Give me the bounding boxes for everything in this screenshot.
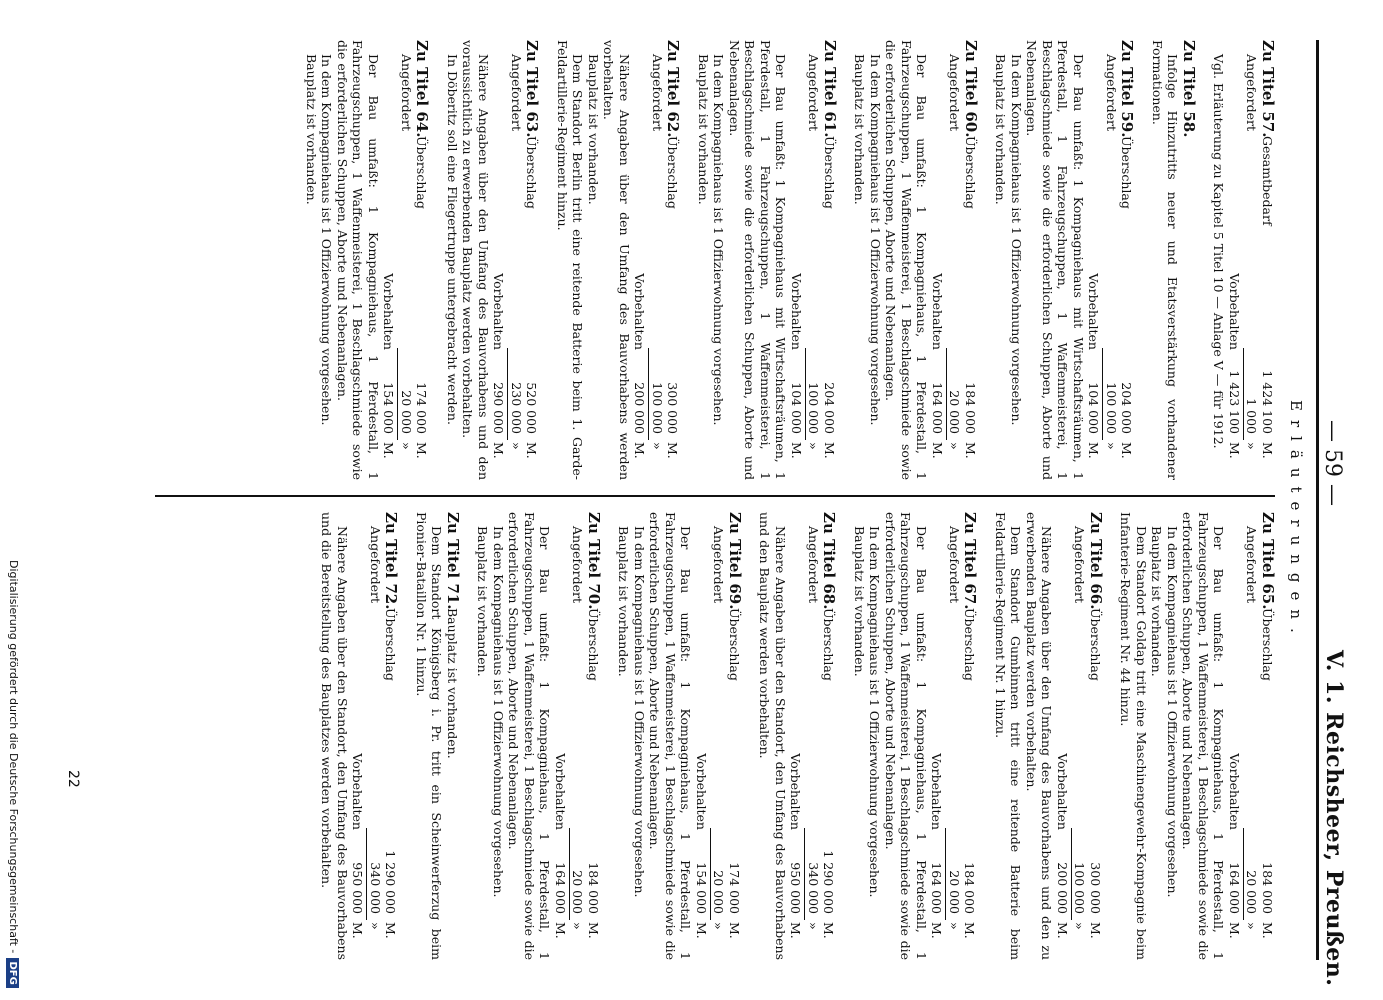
sum-rule: [804, 512, 806, 960]
explanation-paragraph: In Döberitz soll eine Fliegertruppe untergebracht werden.: [445, 54, 460, 425]
explanation-paragraph: Vgl. Erläuterung zu Kapitel 5 Titel 10 — Anlage V — für 1912.: [1211, 54, 1227, 449]
amount-unit: »: [1244, 442, 1260, 450]
amount-label: Überschlag: [727, 608, 742, 681]
sum-rule: [945, 40, 947, 480]
explanation-paragraph: Nähere Angaben über den Umfang des Bauvorhabens und den zu erwerbenden Bauplatz werden vorbehalten.: [1024, 512, 1055, 960]
amount-unit: M.: [491, 442, 507, 459]
amount-unit: M.: [727, 922, 742, 939]
page-number: — 59 —: [1320, 420, 1345, 506]
amount-value: 20 000: [947, 390, 963, 434]
amount-unit: »: [650, 442, 665, 450]
explanation-paragraph: Dem Standort Königsberg i. Pr. tritt ein Scheinwerferzug beim Pionier-Bataillon Nr. 1 hinzu.: [414, 512, 445, 960]
amount-unit: M.: [414, 442, 430, 459]
amount-unit: »: [368, 922, 383, 930]
amount-label: Angefordert: [368, 526, 383, 604]
amount-value: 154 000: [694, 862, 709, 914]
amount-value: 20 000: [1244, 870, 1260, 914]
entry-title: Zu Titel 57.: [1259, 40, 1277, 138]
amount-unit: M.: [383, 922, 399, 939]
amount-label: Angefordert: [1244, 526, 1260, 604]
entry-title: Zu Titel 66.: [1087, 512, 1105, 610]
amount-label: Vorbehalten: [930, 273, 945, 350]
amount-value: 100 000: [806, 382, 822, 434]
amount-label: Vorbehalten: [491, 273, 507, 350]
amount-label: Überschlag: [1119, 136, 1135, 209]
amount-value: 104 000: [1086, 382, 1102, 434]
amount-label: Vorbehalten: [929, 753, 945, 830]
amount-unit: »: [806, 922, 821, 930]
amount-unit: M.: [962, 922, 978, 939]
entry-title: Zu Titel 62.: [664, 40, 683, 138]
amount-label: Angefordert: [806, 54, 822, 132]
entry-title: Zu Titel 69.: [726, 512, 744, 610]
amount-label: Angefordert: [650, 54, 665, 132]
title-entry: [304, 40, 430, 480]
explanation-paragraph: Der Bau umfaßt: 1 Kompagniehaus mit Wirtschaftsräumen, 1 Pferdestall, 1 Fahrzeugschuppen, 1 Waffenmeisterei, 1 Beschlagschmiede sowie die erforderlichen Schuppen, Aborte und Nebenanlagen.: [727, 40, 789, 480]
amount-value: 520 000: [524, 382, 540, 434]
title-entry: [319, 512, 399, 960]
explanation-paragraph: Der Bau umfaßt: 1 Kompagniehaus, 1 Pferdestall, 1 Fahrzeugschuppen, 1 Waffenmeisterei, 1 Beschlagschmiede sowie die erforderlichen Schuppen, Aborte und Nebenanlagen.: [647, 512, 694, 960]
explanation-paragraph: In dem Kompagniehaus ist 1 Offizierwohnung vorgesehen.: [867, 526, 883, 898]
title-entry: [757, 512, 837, 960]
title-entry: [993, 40, 1135, 480]
amount-label: Vorbehalten: [1055, 753, 1070, 830]
explanation-paragraph: Der Bau umfaßt: 1 Kompagniehaus, 1 Pferdestall, 1 Fahrzeugschuppen, 1 Waffenmeisterei, 1 Beschlagschmiede sowie die erforderlichen Schuppen, Aborte und Nebenanlagen.: [335, 40, 381, 480]
amount-unit: M.: [381, 442, 397, 459]
amount-label: Überschlag: [665, 136, 681, 209]
explanation-paragraph: Nähere Angaben über den Umfang des Bauvorhabens werden vorbehalten.: [601, 40, 632, 480]
amount-unit: M.: [524, 442, 540, 459]
amount-label: Gesamtbedarf: [1260, 136, 1275, 226]
amount-value: 290 000: [491, 382, 507, 434]
amount-unit: M.: [788, 922, 804, 939]
amount-unit: »: [947, 442, 963, 450]
amount-unit: M.: [1055, 922, 1070, 939]
explanation-paragraph: Bauplatz ist vorhanden.: [475, 526, 491, 677]
sum-rule: [945, 512, 947, 960]
title-entry: [1150, 40, 1197, 480]
sum-rule: [804, 40, 806, 480]
explanation-paragraph: Infolge Hinzutritts neuer und Etatsverstärkung vorhandener Formationen.: [1150, 40, 1181, 480]
sum-rule: [366, 512, 368, 960]
amount-value: 1 290 000: [821, 850, 837, 914]
explanation-paragraph: Dem Standort Berlin tritt eine reitende Batterie beim 1. Garde-Feldartillerie-Regiment hinzu.: [555, 40, 586, 480]
amount-unit: M.: [930, 442, 945, 459]
amount-unit: »: [947, 922, 962, 930]
amount-value: 184 000: [1260, 862, 1275, 914]
amount-value: 20 000: [947, 870, 962, 914]
amount-unit: »: [399, 442, 414, 450]
amount-unit: M.: [553, 922, 568, 939]
title-entry: [475, 512, 601, 960]
amount-value: 230 000: [509, 382, 524, 434]
title-entry: [445, 40, 540, 480]
amount-value: 20 000: [399, 390, 414, 434]
amount-unit: M.: [350, 922, 366, 939]
explanation-paragraph: Der Bau umfaßt: 1 Kompagniehaus, 1 Pferdestall, 1 Fahrzeugschuppen, 1 Waffenmeisterei, 1 Beschlagschmiede sowie die erforderlichen Schuppen, Aborte und Nebenanlagen.: [883, 512, 929, 960]
amount-label: Angefordert: [806, 526, 821, 604]
page-title: V. 1. Reichsheer, Preußen.: [1321, 650, 1347, 987]
explanation-paragraph: Bauplatz ist vorhanden.: [696, 54, 711, 205]
title-entry: [696, 40, 838, 480]
sum-rule: [648, 40, 650, 480]
amount-unit: M.: [586, 922, 601, 939]
amount-value: 20 000: [711, 870, 727, 914]
amount-label: Vorbehalten: [1227, 753, 1242, 830]
amount-value: 950 000: [350, 862, 366, 914]
amount-unit: M.: [1119, 442, 1135, 459]
explanation-paragraph: In dem Kompagniehaus ist 1 Offizierwohnung vorgesehen.: [711, 54, 727, 426]
entry-title: Zu Titel 59.: [1118, 40, 1137, 138]
amount-label: Vorbehalten: [350, 753, 366, 830]
amount-value: 184 000: [963, 382, 978, 434]
explanation-paragraph: Nähere Angaben über den Standort, den Umfang des Bauvorhabens und die Bereitstellung des Bauplatzes werden vorbehalten.: [319, 512, 350, 960]
amount-label: Überschlag: [383, 608, 399, 681]
entry-title: Zu Titel 64.: [413, 40, 432, 138]
explanation-paragraph: Der Bau umfaßt: 1 Kompagniehaus, 1 Pferdestall, 1 Fahrzeugschuppen, 1 Waffenmeisterei, 1 Beschlagschmiede sowie die erforderlichen Schuppen, Aborte und Nebenanlagen.: [506, 512, 553, 960]
title-entry: [414, 512, 461, 960]
amount-value: 154 000: [381, 382, 397, 434]
amount-label: Angefordert: [1104, 54, 1119, 132]
section-heading: Erläuterungen.: [1287, 400, 1305, 642]
scan-page-number: 22: [65, 770, 81, 788]
amount-label: Vorbehalten: [381, 273, 397, 350]
amount-label: Angefordert: [1244, 54, 1260, 132]
amount-value: 204 000: [1119, 382, 1135, 434]
entry-title: Zu Titel 58.: [1180, 40, 1198, 138]
explanation-paragraph: In dem Kompagniehaus ist 1 Offizierwohnung vorgesehen.: [1009, 54, 1024, 426]
amount-label: Vorbehalten: [1227, 273, 1242, 350]
amount-label: Vorbehalten: [632, 273, 648, 350]
entry-title: Zu Titel 61.: [821, 40, 839, 138]
entry-title: Zu Titel 63.: [523, 40, 542, 138]
explanation-paragraph: Der Bau umfaßt: 1 Kompagniehaus, 1 Pferdestall, 1 Fahrzeugschuppen, 1 Waffenmeisterei, 1 Beschlagschmiede sowie die erforderlichen Schuppen, Aborte und Nebenanlagen.: [1180, 512, 1227, 960]
entry-title: Zu Titel 60.: [962, 40, 980, 138]
amount-value: 20 000: [570, 870, 586, 914]
amount-unit: M.: [694, 922, 709, 939]
entry-title: Zu Titel 67.: [961, 512, 980, 610]
title-entry: [1118, 512, 1275, 960]
amount-label: Vorbehalten: [788, 753, 804, 830]
explanation-paragraph: Bauplatz ist vorhanden.: [616, 526, 632, 677]
title-entry: [993, 512, 1104, 960]
entry-title: Zu Titel 72.: [382, 512, 401, 610]
sum-rule: [507, 40, 509, 480]
amount-unit: »: [1104, 442, 1119, 450]
amount-label: Überschlag: [414, 136, 430, 209]
amount-value: 174 000: [727, 862, 742, 914]
amount-label: Überschlag: [963, 136, 978, 209]
title-entry: [555, 40, 681, 480]
amount-label: Überschlag: [1260, 608, 1275, 681]
amount-value: 340 000: [368, 862, 383, 914]
amount-unit: M.: [821, 922, 837, 939]
amount-value: 204 000: [822, 382, 837, 434]
amount-unit: M.: [1260, 442, 1275, 459]
explanation-paragraph: Bauplatz ist vorhanden.: [304, 54, 319, 205]
amount-label: Überschlag: [1088, 608, 1103, 681]
sum-rule: [1242, 512, 1244, 960]
explanation-paragraph: Bauplatz ist vorhanden.: [852, 54, 868, 205]
amount-value: 300 000: [1088, 862, 1103, 914]
amount-label: Angefordert: [570, 526, 586, 604]
explanation-paragraph: In dem Kompagniehaus ist 1 Offizierwohnung vorgesehen.: [868, 54, 883, 426]
amount-unit: M.: [1088, 922, 1103, 939]
amount-value: 164 000: [553, 862, 568, 914]
amount-value: 300 000: [665, 382, 681, 434]
amount-value: 100 000: [650, 382, 665, 434]
amount-label: Angefordert: [711, 526, 727, 604]
amount-unit: M.: [1086, 442, 1102, 459]
amount-unit: M.: [929, 922, 945, 939]
explanation-paragraph: Bauplatz ist vorhanden.: [852, 526, 867, 677]
amount-unit: M.: [665, 442, 681, 459]
amount-label: Vorbehalten: [694, 753, 709, 830]
amount-label: Angefordert: [947, 54, 963, 132]
amount-label: Überschlag: [821, 608, 837, 681]
explanation-paragraph: Dem Standort Goldap tritt eine Maschinengewehr-Kompagnie beim Infanterie-Regiment Nr. 44 hinzu.: [1118, 512, 1149, 960]
amount-unit: »: [570, 922, 586, 930]
amount-label: Überschlag: [586, 608, 601, 681]
explanation-paragraph: Der Bau umfaßt: 1 Kompagniehaus mit Wirtschaftsräumen, 1 Pferdestall, 1 Fahrzeugschuppen, 1 Waffenmeisterei, 1 Beschlagschmiede sowie die erforderlichen Schuppen, Aborte und Nebenanlagen.: [1024, 40, 1086, 480]
sum-rule: [709, 512, 711, 960]
amount-label: Überschlag: [822, 136, 837, 209]
amount-value: 164 000: [929, 862, 945, 914]
amount-unit: »: [1072, 922, 1088, 930]
explanation-paragraph: Bauplatz ist vorhanden.: [1149, 526, 1165, 677]
amount-unit: M.: [1227, 442, 1242, 459]
amount-label: Angefordert: [509, 54, 524, 132]
amount-unit: M.: [963, 442, 978, 459]
explanation-paragraph: Bauplatz ist vorhanden.: [993, 54, 1009, 205]
explanation-paragraph: In dem Kompagniehaus ist 1 Offizierwohnung vorgesehen.: [491, 526, 506, 898]
left-column: [289, 40, 1276, 480]
amount-label: Überschlag: [524, 136, 540, 209]
entry-title: Zu Titel 65.: [1259, 512, 1277, 610]
amount-value: 200 000: [1055, 862, 1070, 914]
entry-title-note: Bauplatz ist vorhanden.: [445, 608, 460, 759]
sum-rule: [1102, 40, 1104, 480]
entry-title: Zu Titel 71.: [444, 512, 462, 610]
sum-rule: [1242, 40, 1244, 480]
amount-unit: M.: [1227, 922, 1242, 939]
amount-unit: »: [711, 922, 727, 930]
amount-unit: M.: [789, 442, 804, 459]
title-entry: [616, 512, 742, 960]
amount-value: 164 000: [1227, 862, 1242, 914]
entry-title: Zu Titel 70.: [585, 512, 603, 610]
amount-unit: »: [806, 442, 822, 450]
explanation-paragraph: Dem Standort Gumbinnen tritt eine reitende Batterie beim Feldartillerie-Regiment Nr. 1 hinzu.: [993, 512, 1024, 960]
sum-rule: [1070, 512, 1072, 960]
header-rule: [1316, 40, 1319, 960]
amount-unit: M.: [1260, 922, 1275, 939]
amount-value: 1 000: [1244, 398, 1260, 434]
explanation-paragraph: Nähere Angaben über den Umfang des Bauvorhabens und den voraussichtlich zu erwerbenden Bauplatz werden vorbehalten.: [460, 40, 491, 480]
explanation-paragraph: Bauplatz ist vorhanden.: [586, 54, 601, 205]
dfg-logo: DFG: [6, 958, 19, 987]
amount-value: 950 000: [788, 862, 804, 914]
amount-value: 340 000: [806, 862, 821, 914]
footer-credit-row: [6, 560, 25, 988]
explanation-paragraph: In dem Kompagniehaus ist 1 Offizierwohnung vorgesehen.: [319, 54, 335, 426]
amount-label: Angefordert: [947, 526, 962, 604]
title-entry: [1211, 40, 1275, 480]
amount-value: 184 000: [586, 862, 601, 914]
amount-unit: M.: [632, 442, 648, 459]
amount-value: 174 000: [414, 382, 430, 434]
explanation-paragraph: Der Bau umfaßt: 1 Kompagniehaus, 1 Pferdestall, 1 Fahrzeugschuppen, 1 Waffenmeisterei, 1 Beschlagschmiede sowie die erforderlichen Schuppen, Aborte und Nebenanlagen.: [883, 40, 930, 480]
amount-label: Angefordert: [399, 54, 414, 132]
amount-value: 200 000: [632, 382, 648, 434]
title-entry: [852, 40, 978, 480]
explanation-paragraph: In dem Kompagniehaus ist 1 Offizierwohnung vorgesehen.: [1165, 526, 1180, 898]
title-entry: [852, 512, 978, 960]
digitization-credit: Digitalisierung gefördert durch die Deutsche Forschungsgemeinschaft -: [7, 560, 20, 954]
amount-unit: »: [509, 442, 524, 450]
amount-label: Angefordert: [1072, 526, 1088, 604]
amount-label: Vorbehalten: [553, 753, 568, 830]
amount-value: 104 000: [789, 382, 804, 434]
sum-rule: [397, 40, 399, 480]
entry-title: Zu Titel 68.: [820, 512, 839, 610]
amount-value: 100 000: [1104, 382, 1119, 434]
right-column: [304, 512, 1275, 960]
sum-rule: [568, 512, 570, 960]
amount-value: 1 424 100: [1260, 370, 1275, 434]
amount-label: Vorbehalten: [1086, 273, 1102, 350]
amount-unit: »: [1244, 922, 1260, 930]
column-divider: [155, 495, 1275, 497]
amount-unit: M.: [822, 442, 837, 459]
explanation-paragraph: In dem Kompagniehaus ist 1 Offizierwohnung vorgesehen.: [632, 526, 647, 898]
amount-value: 184 000: [962, 862, 978, 914]
amount-value: 164 000: [930, 382, 945, 434]
amount-label: Vorbehalten: [789, 273, 804, 350]
amount-value: 1 290 000: [383, 850, 399, 914]
amount-value: 100 000: [1072, 862, 1088, 914]
amount-value: 1 423 100: [1227, 370, 1242, 434]
explanation-paragraph: Nähere Angaben über den Standort, den Umfang des Bauvorhabens und den Bauplatz werden vorbehalten.: [757, 512, 788, 960]
amount-label: Überschlag: [962, 608, 978, 681]
